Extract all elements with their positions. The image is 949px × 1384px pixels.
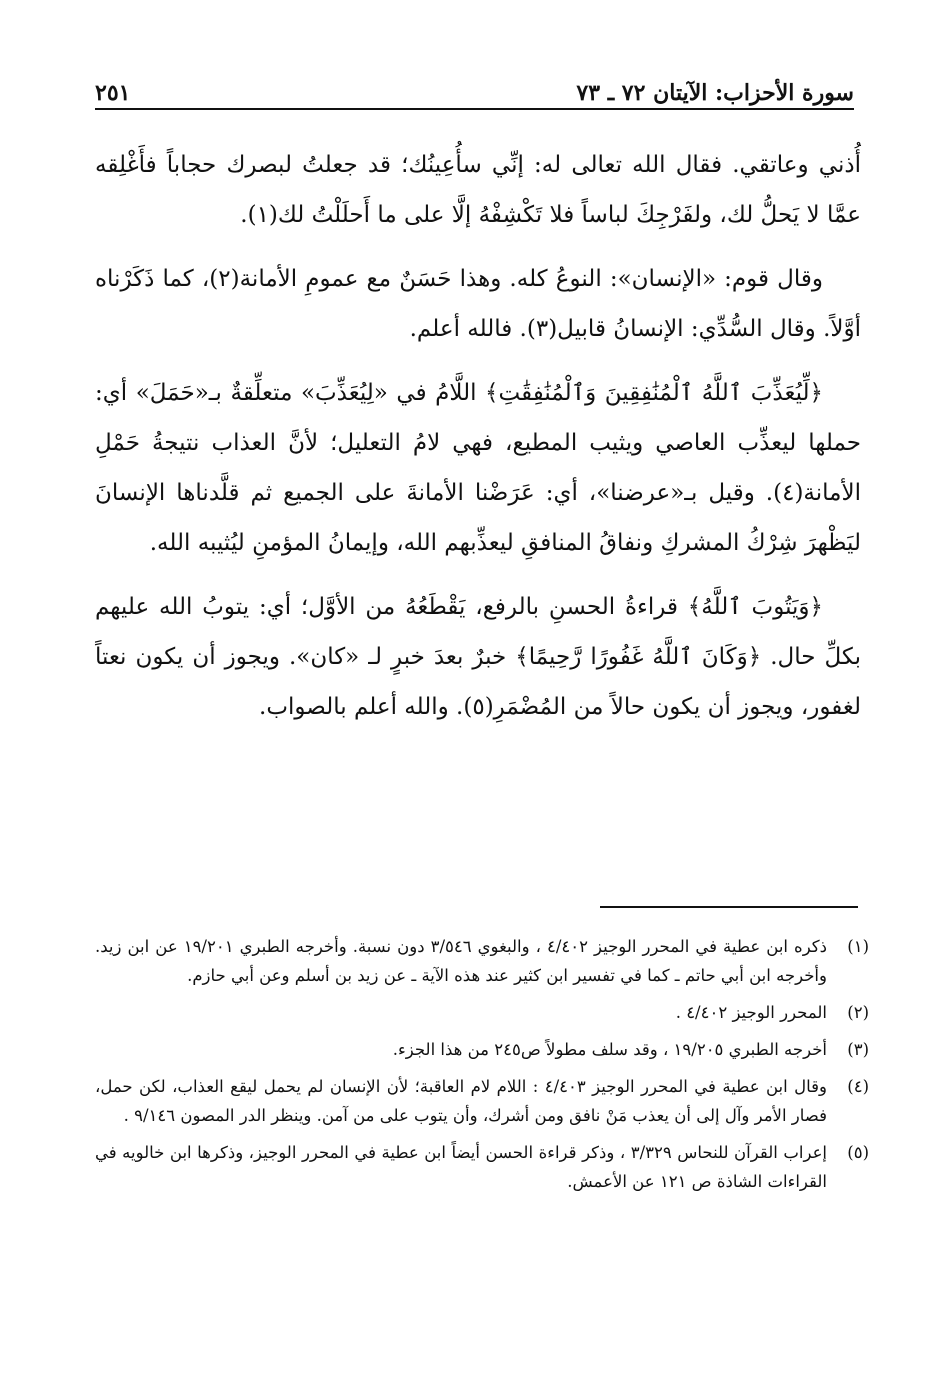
- footnote-text: وقال ابن عطية في المحرر الوجيز ٤/٤٠٣ : اللام لام العاقبة؛ لأن الإنسان لم يحمل ليقع العذاب، لكن حمل، فصار الأمر وآل إلى أن يعذب مَنْ نافق ومن أشرك، وأن يتوب على من آمن. وينظر الدر المصون ٩/١٤٦ .: [95, 1077, 828, 1125]
- footnote-number: (٤): [847, 1077, 869, 1096]
- header-rule: [95, 108, 854, 110]
- footnote-number: (٥): [847, 1143, 869, 1162]
- footnote-text: أخرجه الطبري ١٩/٢٠٥ ، وقد سلف مطولاً ص٢٤٥ من هذا الجزء.: [392, 1040, 827, 1059]
- footnote-number: (١): [847, 937, 869, 956]
- main-text: [95, 140, 861, 746]
- page-number: ٢٥١: [95, 80, 131, 106]
- footnote: [95, 1072, 869, 1130]
- paragraph: ﴿وَيَتُوبَ ٱللَّهُ﴾ قراءةُ الحسنِ بالرفع، يَقْطَعُهُ من الأوَّل؛ أي: يتوبُ الله عليهم بكلِّ حال. ﴿وَكَانَ ٱللَّهُ غَفُورًا رَّحِيمًا﴾ خبرٌ بعدَ خبرٍ لـ «كان». ويجوز أن يكون نعتاً لغفور، ويجوز أن يكون حالاً من المُضْمَرِ(٥). والله أعلم بالصواب.: [95, 594, 861, 720]
- footnote-separator: [600, 906, 858, 908]
- footnote-number: (٣): [847, 1040, 869, 1059]
- footnote: [95, 1035, 869, 1064]
- footnote-text: ذكره ابن عطية في المحرر الوجيز ٤/٤٠٢ ، والبغوي ٣/٥٤٦ دون نسبة. وأخرجه الطبري ١٩/٢٠١ عن ابن زيد. وأخرجه ابن أبي حاتم ـ كما في تفسير ابن كثير عند هذه الآية ـ عن زيد بن أسلم وعن أبي حازم.: [95, 937, 827, 985]
- footnote-text: المحرر الوجيز ٤/٤٠٢ .: [675, 1003, 827, 1022]
- paragraph: ﴿لِّيُعَذِّبَ ٱللَّهُ ٱلْمُنَٰفِقِينَ وَٱلْمُنَٰفِقَٰتِ﴾ اللَّامُ في «لِيُعَذِّبَ» متعلِّقةٌ بـ«حَمَلَ» أي: حملها ليعذِّب العاصي ويثيب المطيع، فهي لامُ التعليل؛ لأنَّ العذاب نتيجةُ حَمْلِ الأمانة(٤). وقيل بـ«عرضنا»، أي: عَرَضْنا الأمانةَ على الجميع ثم قلَّدناها الإنسانَ ليَظْهرَ شِرْكُ المشركِ ونفاقُ المنافقِ ليعذِّبهم الله، وإيمانُ المؤمنِ ليُثيبه الله.: [95, 380, 861, 556]
- footnotes: [95, 932, 869, 1204]
- running-title: سورة الأحزاب: الآيتان ٧٢ ـ ٧٣: [576, 80, 854, 106]
- footnote-number: (٢): [847, 1003, 869, 1022]
- footnote: [95, 998, 869, 1027]
- footnote-text: إعراب القرآن للنحاس ٣/٣٢٩ ، وذكر قراءة الحسن أيضاً ابن عطية في المحرر الوجيز، وذكرها ابن خالويه في القراءات الشاذة ص ١٢١ عن الأعمش.: [95, 1143, 827, 1191]
- paragraph: أُذني وعاتقي. فقال الله تعالى له: إنِّي سأُعِينُك؛ قد جعلتُ لبصرك حجاباً فأَغْلِقه عمَّا لا يَحلُّ لك، ولفَرْجِكَ لباساً فلا تَكْشِفْهُ إلَّا على ما أَحلَلْتُ لك(١).: [95, 152, 861, 228]
- page-header: [95, 70, 854, 106]
- paragraph: وقال قوم: «الإنسان»: النوعُ كله. وهذا حَسَنٌ مع عمومِ الأمانة(٢)، كما ذَكَرْناه أوَّلاً. وقال السُّدِّي: الإنسانُ قابيل(٣). فالله أعلم.: [95, 266, 861, 342]
- footnote: [95, 1138, 869, 1196]
- footnote: [95, 932, 869, 990]
